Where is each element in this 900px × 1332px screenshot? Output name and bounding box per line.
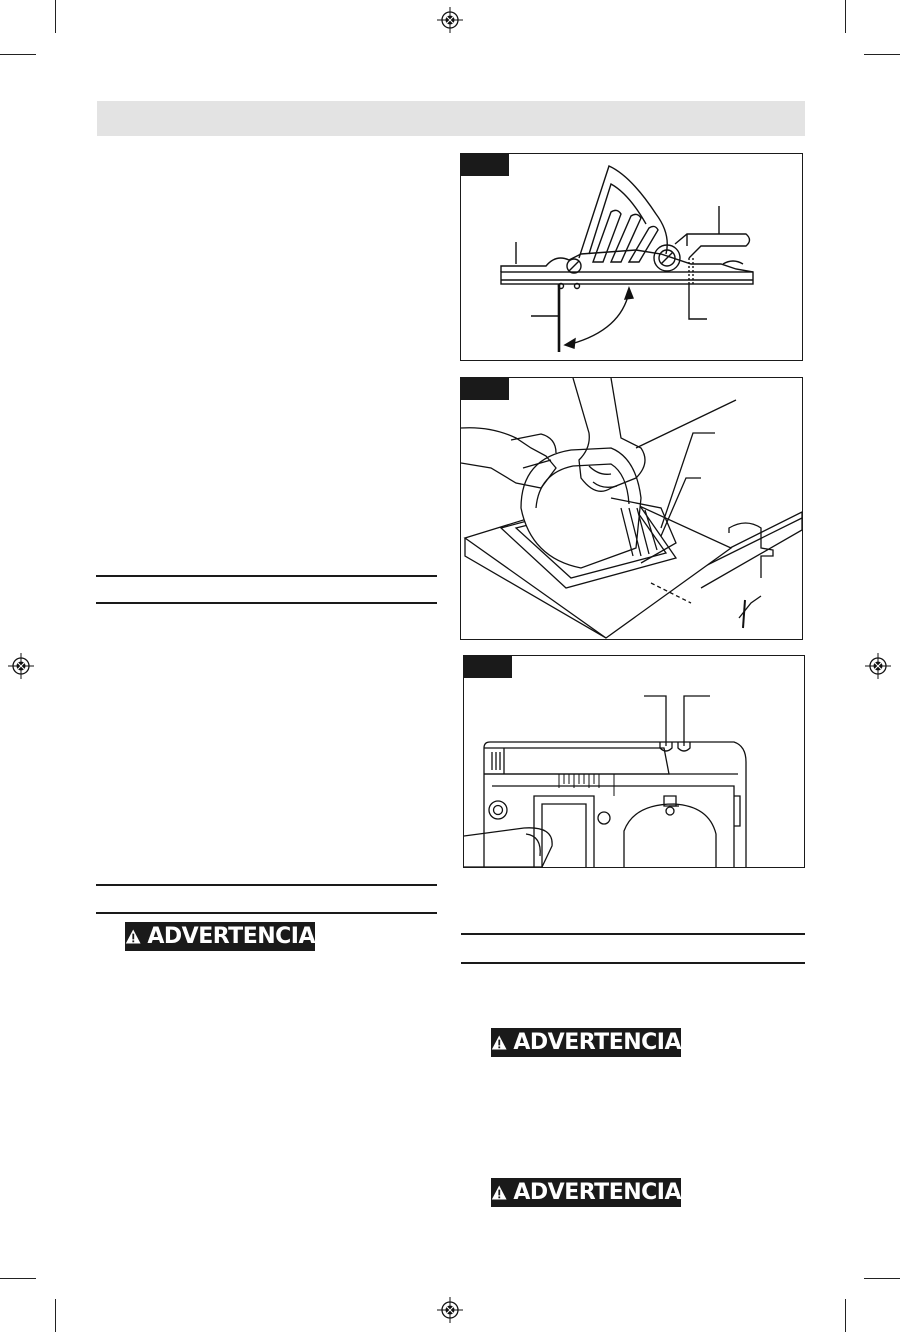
section-header-bar <box>97 101 805 136</box>
warning-label: ADVERTENCIA <box>513 1180 681 1205</box>
figure-bevel-side-view <box>460 153 803 361</box>
crop-mark-top-left-v <box>55 0 56 33</box>
section-rule <box>96 575 437 577</box>
section-rule <box>96 884 437 886</box>
warning-triangle-icon <box>491 1183 507 1202</box>
crop-mark-bottom-right-h <box>864 1278 900 1279</box>
warning-label: ADVERTENCIA <box>147 924 315 949</box>
warning-badge <box>125 922 315 951</box>
registration-mark-icon <box>865 653 891 679</box>
figure-bevel-scale-top-view <box>463 655 805 868</box>
warning-label: ADVERTENCIA <box>513 1030 681 1055</box>
registration-mark-icon <box>8 653 34 679</box>
section-rule <box>96 602 437 604</box>
section-rule <box>96 912 437 914</box>
registration-mark-icon <box>437 7 463 33</box>
warning-badge <box>491 1178 681 1207</box>
crop-mark-bottom-right-v <box>845 1299 846 1332</box>
crop-mark-bottom-left-v <box>55 1299 56 1332</box>
crop-mark-top-left-h <box>0 54 36 55</box>
section-rule <box>461 933 805 935</box>
registration-mark-icon <box>437 1297 463 1323</box>
crop-mark-top-right-h <box>864 54 900 55</box>
warning-badge <box>491 1028 681 1057</box>
section-rule <box>461 962 805 964</box>
warning-triangle-icon <box>491 1033 507 1052</box>
bevel-scale-illustration <box>464 656 804 867</box>
figure-saw-on-workpiece <box>460 377 803 640</box>
warning-triangle-icon <box>125 927 141 946</box>
saw-shoe-illustration <box>461 154 802 360</box>
crop-mark-top-right-v <box>845 0 846 33</box>
crop-mark-bottom-left-h <box>0 1278 36 1279</box>
saw-cutting-illustration <box>461 378 802 639</box>
